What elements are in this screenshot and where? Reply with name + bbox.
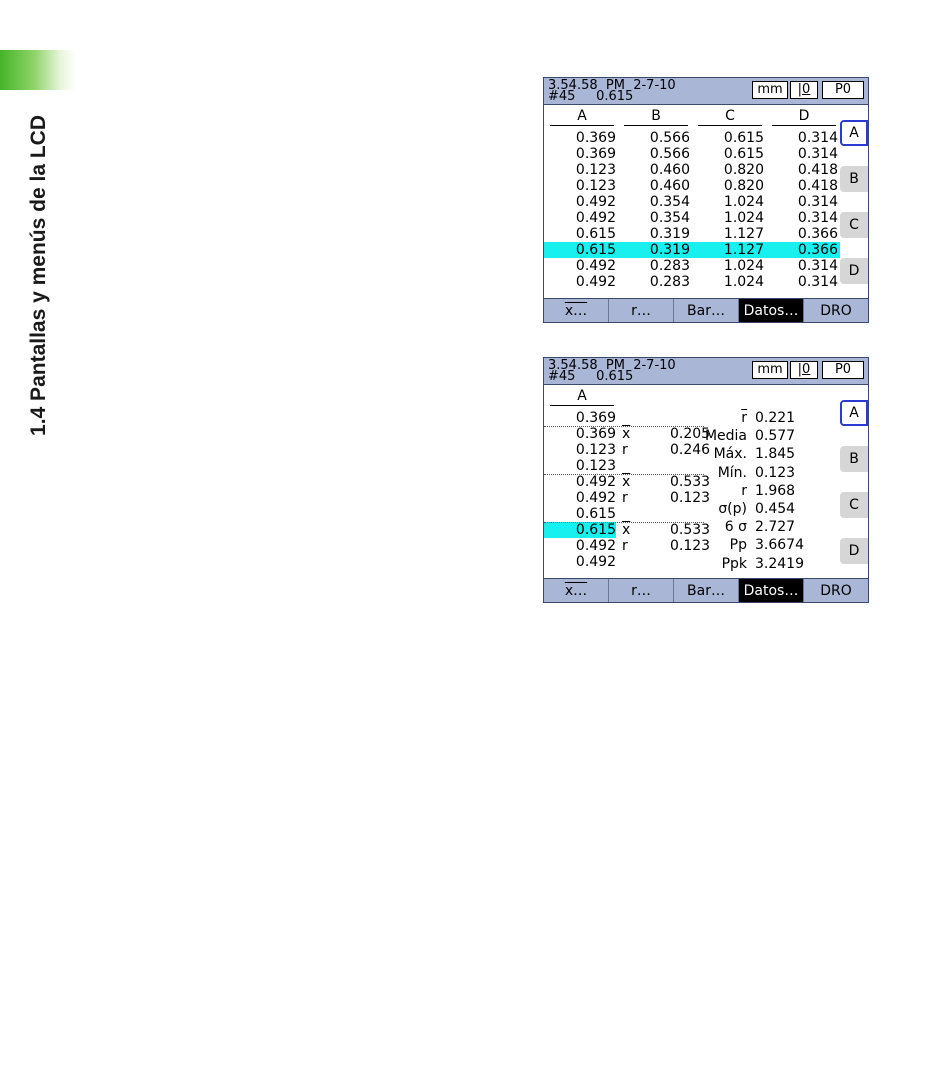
side-button-d[interactable]: D [840, 258, 868, 284]
subgroup-xbar-label: $\overline{x}$ [622, 522, 631, 538]
table-cell: 1.127 [723, 226, 764, 242]
table-cell: 0.460 [649, 178, 690, 194]
table-cell: 0.314 [797, 274, 838, 290]
subgroup-xbar-value: 0.205 [670, 426, 711, 442]
subgroup-r-label: r [622, 442, 628, 458]
table-cell: 1.024 [723, 258, 764, 274]
table-cell: 0.418 [797, 178, 838, 194]
table-cell: 0.492 [575, 258, 616, 274]
table-cell: 0.354 [649, 210, 690, 226]
table-cell: 0.314 [797, 130, 838, 146]
units-button[interactable]: mm [752, 361, 788, 379]
table-row[interactable] [544, 242, 840, 258]
tab-bar[interactable]: Bar… [674, 579, 739, 603]
table-cell: 0.492 [575, 538, 616, 554]
side-button-d[interactable]: D [840, 538, 868, 564]
table-cell: 0.566 [649, 146, 690, 162]
side-button-b[interactable]: B [840, 166, 868, 192]
table-cell: 0.354 [649, 194, 690, 210]
table-row[interactable] [544, 474, 616, 490]
table-row[interactable] [544, 258, 840, 274]
stat-label: $\overline{r}$ [741, 410, 747, 426]
table-cell: 0.369 [575, 426, 616, 442]
table-cell: 0.369 [575, 410, 616, 426]
subgroup-r-label: r [622, 490, 628, 506]
status-header [544, 358, 868, 385]
status-header [544, 78, 868, 105]
units-button[interactable]: mm [752, 81, 788, 99]
side-button-b[interactable]: B [840, 446, 868, 472]
table-cell: 0.460 [649, 162, 690, 178]
table-row[interactable] [544, 162, 840, 178]
table-row[interactable] [544, 426, 616, 442]
subgroup-xbar-value: 0.533 [670, 474, 711, 490]
column-header-a: A [550, 388, 614, 406]
stat-label: r [741, 482, 747, 499]
table-cell: 1.127 [723, 242, 764, 258]
table-cell: 0.566 [649, 130, 690, 146]
reference-button[interactable] [790, 361, 818, 379]
reference-icon: | [797, 362, 803, 377]
table-cell: 0.314 [797, 210, 838, 226]
table-row[interactable] [544, 274, 840, 290]
stat-value: 0.577 [755, 428, 796, 445]
header-sample-value: #45 0.615 [548, 369, 634, 384]
table-cell: 0.366 [797, 226, 838, 242]
stat-value: 1.968 [755, 482, 796, 499]
table-row[interactable] [544, 210, 840, 226]
table-cell: 0.418 [797, 162, 838, 178]
table-cell: 0.820 [723, 178, 764, 194]
table-cell: 0.492 [575, 210, 616, 226]
table-cell: 0.615 [723, 130, 764, 146]
table-cell: 0.123 [575, 162, 616, 178]
stat-label: Ppk [721, 555, 747, 572]
table-cell: 0.369 [575, 130, 616, 146]
table-cell: 0.369 [575, 146, 616, 162]
table-cell: 0.366 [797, 242, 838, 258]
preset-button[interactable]: P0 [822, 361, 864, 379]
table-row[interactable] [544, 490, 616, 506]
table-cell: 0.615 [575, 242, 616, 258]
table-cell: 1.024 [723, 194, 764, 210]
header-sample-value: #45 0.615 [548, 89, 634, 104]
stat-label: Pp [729, 537, 747, 554]
table-cell: 0.314 [797, 194, 838, 210]
subgroup-xbar-label: $\overline{x}$ [622, 474, 631, 490]
table-row[interactable] [544, 506, 616, 522]
table-cell: 0.492 [575, 554, 616, 570]
table-row[interactable] [544, 442, 616, 458]
stat-value: 1.845 [755, 446, 796, 463]
table-row[interactable] [544, 458, 616, 474]
subgroup-xbar-value: 0.533 [670, 522, 711, 538]
chapter-title [14, 52, 64, 436]
table-row[interactable] [544, 226, 840, 242]
column-header-b: B [624, 108, 688, 126]
stat-label: Media [704, 428, 747, 445]
table-cell: 0.123 [575, 458, 616, 474]
table-cell: 0.492 [575, 194, 616, 210]
reference-button[interactable] [790, 81, 818, 99]
table-cell: 1.024 [723, 210, 764, 226]
table-row[interactable] [544, 130, 840, 146]
table-cell: 0.615 [575, 522, 616, 538]
column-header-a: A [550, 108, 614, 126]
table-cell: 0.283 [649, 274, 690, 290]
table-cell: 0.615 [723, 146, 764, 162]
stat-value: 0.454 [755, 501, 796, 517]
table-row[interactable] [544, 194, 840, 210]
table-cell: 1.024 [723, 274, 764, 290]
table-cell: 0.314 [797, 258, 838, 274]
side-button-a[interactable]: A [840, 120, 868, 146]
table-cell: 0.314 [797, 146, 838, 162]
side-button-a[interactable]: A [840, 400, 868, 426]
tab-range[interactable]: r… [609, 299, 674, 323]
tab-dro[interactable]: DRO [820, 303, 852, 319]
table-cell: 0.492 [575, 474, 616, 490]
stat-value: 3.6674 [755, 537, 804, 554]
table-cell: 0.283 [649, 258, 690, 274]
lcd-screen-data-table [543, 77, 869, 323]
table-cell: 0.319 [649, 242, 690, 258]
chapter-title-text: 1.4 Pantallas y menús de la LCD [27, 115, 50, 436]
table-row[interactable] [544, 410, 616, 426]
header-time-date: 3.54.58 PM 2-7-10 [548, 78, 676, 93]
tab-dro[interactable]: DRO [820, 583, 852, 599]
table-cell: 0.123 [575, 178, 616, 194]
table-row[interactable] [544, 522, 616, 538]
table-cell: 0.615 [575, 226, 616, 242]
subgroup-xbar-label: $\overline{x}$ [622, 426, 631, 442]
tab-range[interactable]: r… [609, 579, 674, 603]
table-row[interactable] [544, 178, 840, 194]
table-cell: 0.319 [649, 226, 690, 242]
table-cell: 0.492 [575, 274, 616, 290]
footer-tab-bar [544, 578, 868, 603]
stat-value: 0.123 [755, 464, 796, 481]
tab-xbar[interactable]: x… [544, 299, 609, 323]
tab-datos[interactable]: Datos… [739, 299, 804, 323]
table-row[interactable] [544, 554, 616, 570]
stat-label: 6 σ [724, 519, 747, 536]
column-header-c: C [698, 108, 762, 126]
table-cell: 0.820 [723, 162, 764, 178]
stat-value: 2.727 [755, 519, 796, 536]
table-row[interactable] [544, 146, 840, 162]
tab-xbar[interactable]: x… [544, 579, 609, 603]
side-button-c[interactable]: C [840, 212, 868, 238]
subgroup-r-label: r [622, 538, 628, 554]
subgroup-r-value: 0.246 [670, 442, 711, 458]
subgroup-r-value: 0.123 [670, 490, 711, 506]
subgroup-r-value: 0.123 [670, 538, 711, 554]
stat-label: Máx. [713, 446, 747, 463]
lcd-screen-statistics [543, 357, 869, 603]
tab-bar[interactable]: Bar… [674, 299, 739, 323]
stat-value: 3.2419 [755, 555, 804, 572]
column-header-d: D [772, 108, 836, 126]
stat-label: σ(p) [718, 501, 747, 517]
stat-label: Mín. [717, 464, 747, 481]
reference-value: 0 [802, 362, 811, 377]
tab-datos[interactable]: Datos… [739, 579, 804, 603]
reference-value: 0 [802, 82, 811, 97]
footer-tab-bar [544, 298, 868, 323]
preset-button[interactable]: P0 [822, 81, 864, 99]
table-cell: 0.123 [575, 442, 616, 458]
header-time-date: 3.54.58 PM 2-7-10 [548, 358, 676, 373]
stat-value: 0.221 [755, 410, 796, 426]
side-button-c[interactable]: C [840, 492, 868, 518]
table-row[interactable] [544, 538, 616, 554]
table-cell: 0.492 [575, 490, 616, 506]
table-cell: 0.615 [575, 506, 616, 522]
reference-icon: | [797, 82, 803, 97]
